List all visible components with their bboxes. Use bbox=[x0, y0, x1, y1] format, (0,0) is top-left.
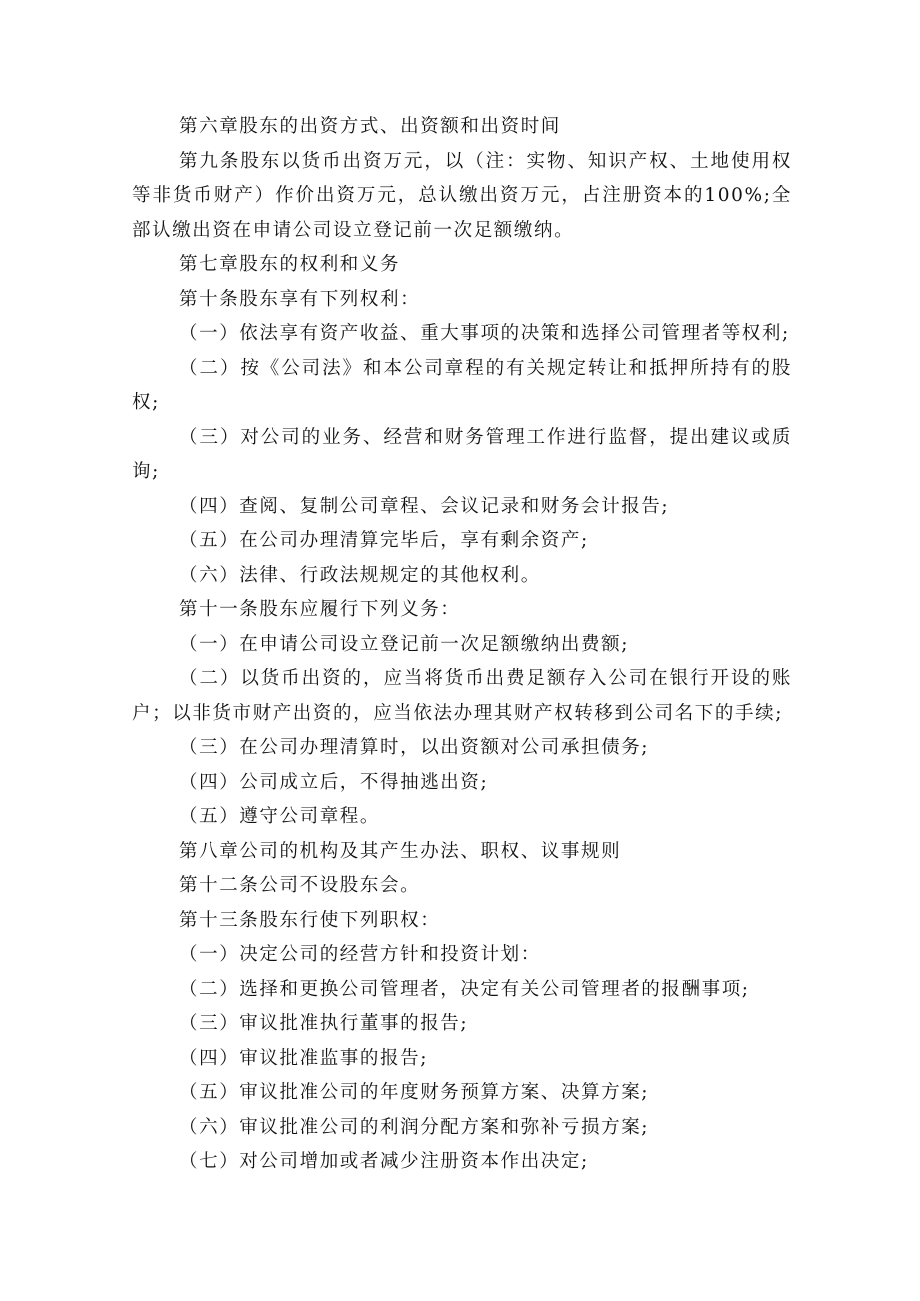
chapter-7-heading: 第七章股东的权利和义务 bbox=[179, 254, 401, 275]
article-10-item-3: （三）对公司的业务、经营和财务管理工作进行监督，提出建议或质询; bbox=[132, 426, 792, 482]
article-10-item-2: （二）按《公司法》和本公司章程的有关规定转让和抵押所持有的股权; bbox=[132, 357, 792, 413]
article-11-item-3: （三）在公司办理清算时，以出资额对公司承担债务; bbox=[179, 737, 650, 758]
article-9: 第九条股东以货币出资万元，以（注：实物、知识产权、土地使用权等非货币财产）作价出资万元，总认缴出资万元，占注册资本的100%;全部认缴出资在申请公司设立登记前一次足额缴纳。 bbox=[132, 150, 792, 241]
article-10: 第十条股东享有下列权利： bbox=[179, 288, 421, 310]
article-11-item-5: （五）遵守公司章程。 bbox=[179, 806, 381, 827]
article-13-item-7: （七）对公司增加或者减少注册资本作出决定; bbox=[179, 1151, 589, 1172]
article-10-item-6: （六）法律、行政法规规定的其他权利。 bbox=[179, 564, 541, 586]
article-10-item-4: （四）查阅、复制公司章程、会议记录和财务会计报告; bbox=[179, 495, 670, 517]
article-11-item-1: （一）在申请公司设立登记前一次足额缴纳出费额; bbox=[179, 633, 630, 655]
article-13-item-2: （二）选择和更换公司管理者，决定有关公司管理者的报酬事项; bbox=[179, 978, 750, 1000]
article-11: 第十一条股东应履行下列义务： bbox=[179, 599, 461, 620]
article-11-item-4: （四）公司成立后，不得抽逃出资; bbox=[179, 771, 489, 793]
article-10-item-5: （五）在公司办理清算完毕后，享有剩余资产; bbox=[179, 530, 589, 551]
article-13-item-5: （五）审议批准公司的年度财务预算方案、决算方案; bbox=[179, 1082, 650, 1103]
article-10-item-1: （一）依法享有资产收益、重大事项的决策和选择公司管理者等权利; bbox=[179, 323, 790, 344]
article-13-item-4: （四）审议批准监事的报告; bbox=[179, 1047, 429, 1069]
article-11-item-2: （二）以货币出资的，应当将货币出费足额存入公司在银行开设的账户；以非货市财产出资的，应当依法办理其财产权转移到公司名下的手续; bbox=[132, 668, 792, 724]
article-12: 第十二条公司不设股东会。 bbox=[179, 875, 421, 896]
article-13-item-3: （三）审议批准执行董事的报告; bbox=[179, 1013, 469, 1034]
article-13: 第十三条股东行使下列职权： bbox=[179, 909, 441, 931]
article-13-item-6: （六）审议批准公司的利润分配方案和弥补亏损方案; bbox=[179, 1116, 650, 1138]
chapter-6-heading: 第六章股东的出资方式、出资额和出资时间 bbox=[179, 116, 561, 137]
chapter-8-heading: 第八章公司的机构及其产生办法、职权、议事规则 bbox=[179, 840, 622, 862]
document-body bbox=[132, 110, 792, 1180]
article-13-item-1: （一）决定公司的经营方针和投资计划： bbox=[179, 944, 541, 965]
